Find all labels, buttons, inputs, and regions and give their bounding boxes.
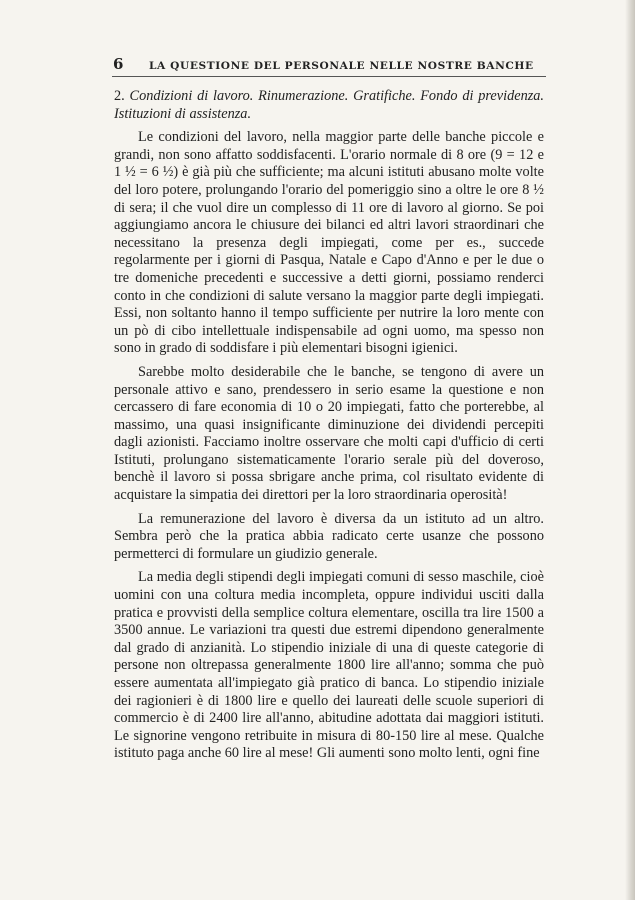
- section-title: Condizioni di lavoro. Rinumerazione. Gratifiche. Fondo di previdenza. Istituzioni di assistenza.: [114, 88, 545, 122]
- paragraph: Le condizioni del lavoro, nella maggior parte delle banche piccole e grandi, non sono affatto soddisfacenti. L'orario normale di 8 ore (9 = 12 e 1 ½ = 6 ½) è già più che sufficiente; ma alcuni istituti abusano molte volte del loro potere, prolungando l'orario del pomeriggio sino a oltre le ore 8 ½ di sera; il che vuol dire un complesso di 11 ore di lavoro al giorno. Se poi aggiungiamo ancora le chiusure dei bilanci ed altri lavori straordinari che necessitano la presenza degli impiegati, come per es., succede regolarmente per i giorni di Pasqua, Natale e Capo d'Anno e per le due o tre domeniche precedenti e successive a detti giorni, possiamo renderci conto in che condizioni di salute versano la maggior parte degli impiegati. Essi, non soltanto hanno il tempo sufficiente per nutrire la loro mente con un pò di cibo intellettuale indispensabile ad ogni uomo, ma spesso non sono in grado di soddisfare i più elementari bisogni igienici.: [114, 129, 544, 357]
- header-rule: [112, 76, 546, 77]
- section-heading: [114, 88, 544, 123]
- section-number: 2.: [114, 88, 125, 104]
- page-edge-shadow: [625, 0, 635, 900]
- running-title: LA QUESTIONE DEL PERSONALE NELLE NOSTRE BANCHE: [149, 60, 534, 72]
- page-header: [113, 55, 545, 75]
- page-number: 6: [113, 55, 124, 73]
- paragraph: La media degli stipendi degli impiegati comuni di sesso maschile, cioè uomini con una coltura media incompleta, oppure individui usciti dalla pratica e provvisti della semplice coltura elementare, oscilla tra lire 1500 a 3500 annue. Le variazioni tra questi due estremi dipendono generalmente dal grado di anzianità. Lo stipendio iniziale di una di queste categorie di persone non oltrepassa generalmente 1800 lire all'anno; somma che può essere aumentata all'impiegato già pratico di banca. Lo stipendio iniziale dei ragionieri è di 1800 lire e quello dei laureati delle scuole superiori di commercio è di 2400 lire all'anno, abitudine adottata dai maggiori istituti. Le signorine vengono retribuite in misura di 80-150 lire al mese. Qualche istituto paga anche 60 lire al mese! Gli aumenti sono molto lenti, ogni fine: [114, 569, 544, 762]
- body-text: [114, 88, 544, 769]
- paragraph: La remunerazione del lavoro è diversa da un istituto ad un altro. Sembra però che la pratica abbia radicato certe usanze che possono permetterci di formulare un giudizio generale.: [114, 510, 544, 562]
- paragraph: Sarebbe molto desiderabile che le banche, se tengono di avere un personale attivo e sano, prendessero in serio esame la questione e non cercassero di fare economia di 10 o 20 impiegati, fatto che porterebbe, al massimo, una quasi insignificante diminuzione dei dividendi percepiti dagli azionisti. Facciamo inoltre osservare che molti capi d'ufficio di certi Istituti, prolungano sistematicamente l'orario serale più del doveroso, benchè il lavoro si possa sbrigare anche prima, col risultato evidente di acquistare la simpatia dei direttori per la loro straordinaria operosità!: [114, 363, 544, 504]
